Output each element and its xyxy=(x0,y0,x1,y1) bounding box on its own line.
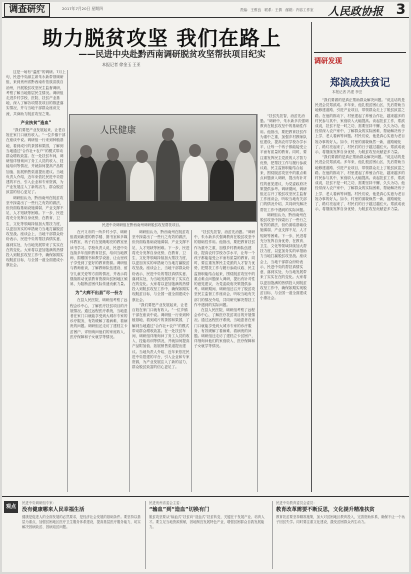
paragraph: 调研组认为，黔西南州在脱贫攻坚中探索出了一些行之有效的做法，但仍面临基础设施薄弱、产业支撑不足、人才短缺等困难。下一步，民进将充分发挥自身优势，在教育、卫生、文化等领域持续加大帮扶力度，以更加务实的举措助力当地打赢脱贫攻坚战。座谈会上，当地干部群众纷纷表示，民进中央的帮扶真情实意、落到实处，为当地发展带来了实实在在的变化。大家将以更加饱满的热情投入到脱贫攻坚工作中，确保如期实现脱贫目标，与全国一道全面建成小康社会。 xyxy=(132,230,190,302)
article-headline: 助力脱贫攻坚 我们在路上 xyxy=(42,26,282,50)
photo-person-head xyxy=(216,148,228,161)
opinion-title: 教育改革需要不断反思，文化提升精准扶贫 xyxy=(276,507,375,513)
column-divider xyxy=(129,230,130,492)
opinion-item xyxy=(276,500,406,572)
paragraph: 调研组认为，黔西南州在脱贫攻坚中探索出了一些行之有效的做法，但仍面临基础设施薄弱、产业支撑不足、人才短缺等困难。下一步，民进将充分发挥自身优势，在教育、卫生、文化等领域持续加大帮扶力度，以更加务实的举措助力当地打赢脱贫攻坚战。座谈会上，当地干部群众纷纷表示，民进中央的帮扶真情实意、落到实处，为当地发展带来了实实在在的变化。大家将以更加饱满的热情投入到脱贫攻坚工作中，确保如期实现脱贫目标，与全国一道全面建成小康社会。 xyxy=(6,195,64,268)
article-byline: 本报记者 徐金玉 王亚 xyxy=(102,62,141,67)
photo-person xyxy=(130,161,154,205)
editor-line: 责编：王维良 联系：王倩 邮箱：内容工作室 xyxy=(240,8,314,12)
column-divider xyxy=(272,501,273,569)
photo-wall-sign: 人民健康 xyxy=(100,126,137,136)
photo-table xyxy=(70,201,257,222)
opinion-title: 没有健康哪来人民幸福生活 xyxy=(22,507,85,513)
article-column-2 xyxy=(70,230,128,492)
opinion-body: 教育扶贫要坚持精准施策，加大对贫困地区教育投入，完善资助体系，确保不让一个孩子因贫失学。同时要注重文化建设，激发贫困群众内生动力。 xyxy=(276,515,405,524)
news-photo xyxy=(69,114,257,222)
sidebar-byline: 本报记者 冯建 李芸 xyxy=(332,90,363,94)
opinion-title: “输血”到“造血”切换有门 xyxy=(149,507,210,513)
article-column-1 xyxy=(6,70,66,492)
opinion-kicker: 民进中央调研组专家： xyxy=(22,501,56,505)
photo-person-head xyxy=(239,140,251,153)
opinion-body: 健康是促进人的全面发展的必然要求，是经济社会发展的基础条件。要坚持以基层为重点，加强贫困地区医疗卫生服务体系建设，提高基层医疗服务能力，切实解决因病致贫、因病返贫问题。 xyxy=(22,515,141,529)
column-divider xyxy=(67,70,68,492)
sidebar-title: 郑滨成扶贫记 xyxy=(330,78,390,89)
section-tag: 调查研究 xyxy=(4,3,50,17)
column-divider xyxy=(191,230,192,492)
sidebar-tag: 调研发现 xyxy=(314,57,342,65)
newspaper-page xyxy=(2,2,409,572)
masthead xyxy=(2,2,409,18)
paragraph: 这是一场有“温度”的调研。7月上旬，民进中央副主席朱永新带领调研组，来到贵州省黔西南布依族苗族自治州，开展脱贫攻坚民主监督调研，考察了解当地基层民生情况。调研组走进乡村学校、医院、扶贫产业基地，深入了解各项帮扶项目的推进落实情况，并与当地干部群众座谈交流，共商助力脱贫攻坚之策。 xyxy=(6,70,66,116)
newspaper-logo: 人民政协报 xyxy=(328,5,383,18)
opinion-strip xyxy=(2,496,409,572)
photo-person xyxy=(234,151,256,205)
photo-person-head xyxy=(162,128,174,141)
article-column-5 xyxy=(260,114,310,492)
opinion-item xyxy=(149,500,269,572)
paragraph: 在县人民医院，调研组考察了远程会诊中心，了解医疗扶贫项目的开展情况。通过远程医疗系统，当地患者在家门口就能享受到大城市专家的诊疗服务，有效缓解了看病难、看病贵的问题。调研组还走访了建档立卡贫困户，详细询问他们的家庭收入、医疗保障和子女就学等情况。 xyxy=(70,298,128,339)
paragraph: 在兴义市的一所乡村小学，调研组看到新建的教学楼、图书室和多媒体教室，孩子们在宽敞明亮的教室里读书学习。学校负责人说，民进中央连续多年组织教育扶贫，培训当地教师，捐赠图书和教学设备，让山里孩子享受到了更好的教育资源。调研组与教师座谈，了解教师队伍建设、留守儿童关爱等方面的情况，并表示将继续推动优质教育资源向贫困地区倾斜，为阻断贫困代际传递贡献力量。 xyxy=(70,230,128,287)
paragraph: “我们要把产业发展起来，让老百姓在家门口就有收入。”一位乡镇干部在座谈中说。调研组一行来到种植基地，看到成片的茶园和果园，了解到当地通过“合作社+农户”的模式带动群众增收致富。在一处扶贫车间，调研组详细询问了务工人员的收入、技能培训等情况，并就如何提高产品附加值、拓展销售渠道提出建议。当地负责人介绍，近年来依托民进中央搭建的平台，引入企业和专家资源，为产业发展注入了新的活力，群众脱贫致富的信心更足了。 xyxy=(6,128,66,195)
photo-person-head xyxy=(136,150,148,163)
photo-person-head xyxy=(80,145,92,158)
photo-person xyxy=(210,159,234,205)
paragraph: 在县人民医院，调研组考察了远程会诊中心，了解医疗扶贫项目的开展情况。通过远程医疗系统，当地患者在家门口就能享受到大城市专家的诊疗服务，有效缓解了看病难、看病贵的问题。调研组还走访了建档立卡贫困户，详细询问他们的家庭收入、医疗保障和子女就学等情况。 xyxy=(194,308,256,349)
opinion-body: 脱贫攻坚要从“输血式”扶贫向“造血式”扶贫转变，关键在于发展产业、培育人才。要立足当地资源禀赋，因地制宜发展特色产业，增强贫困群众自我发展能力。 xyxy=(149,515,265,529)
paragraph: “扶贫先扶智，治贫先治愚。”调研中，朱永新多次强调教育在脱贫攻坚中的基础性作用。他指出，要把教育扶贫作为重中之重，加强乡村教师队伍建设，提高农村学校办学水平，让每一个孩子都能接受公平而有质量的教育。同时，要注重发挥民主党派的人才智力优势，把帮扶工作与履行参政议政、民主监督职能结合起来，围绕脱贫攻坚中的重点难点问题深入调研，提出有针对性的意见建议，为党委政府决策提供参考。调研期间，调研组还召开了脱贫攻坚民主监督工作座谈会，听取当地有关部门的情况介绍，共同研究解决帮扶工作中遇到的实际问题。 xyxy=(194,230,256,307)
sidebar-divider xyxy=(311,22,312,492)
section-subheading: 产业扶贫“造血” xyxy=(20,119,52,125)
article-column-3 xyxy=(132,230,190,492)
page-number: 3 xyxy=(396,2,406,18)
opinion-kicker: 民进贵州省委会主委： xyxy=(149,501,183,505)
section-subheading: 为“大病不出县”尽一份力 xyxy=(75,290,123,296)
opinion-tag: 观点 xyxy=(4,501,18,513)
photo-person xyxy=(74,155,98,205)
photo-person xyxy=(182,155,208,205)
paragraph: “我们要做的是真正帮助群众解决问题。”说这话的是民进会员郑滨成。多年来，他扎根贫困山区，先后帮助当地修建道路、引进产业项目，带领群众走上了脱贫致富之路。在他的推动下，村里建起了养殖合作社，越来越多的村民参与其中，家庭收入大幅提高。谈起扶贫工作，郑滨成说，扶贫不是一时之功，需要坚持不懈，久久为功。他经常深入农户家中，了解群众的实际困难，帮助解决孩子上学、老人看病等问题。村民们说，他是真心实意为老百姓办事的好人。如今，村里的面貌焕然一新，道路硬化了，路灯亮起来了，村民们的日子越过越红火。郑滨成表示，将继续发挥自身优势，为脱贫攻坚贡献更多力量。 xyxy=(315,98,405,155)
sidebar-header xyxy=(314,52,406,72)
paragraph: 调研组认为，黔西南州在脱贫攻坚中探索出了一些行之有效的做法，但仍面临基础设施薄弱、产业支撑不足、人才短缺等困难。下一步，民进将充分发挥自身优势，在教育、卫生、文化等领域持续加大帮扶力度，以更加务实的举措助力当地打赢脱贫攻坚战。座谈会上，当地干部群众纷纷表示，民进中央的帮扶真情实意、落到实处，为当地发展带来了实实在在的变化。大家将以更加饱满的热情投入到脱贫攻坚工作中，确保如期实现脱贫目标，与全国一道全面建成小康社会。 xyxy=(260,212,307,301)
sidebar-body xyxy=(315,98,406,492)
photo-person xyxy=(156,139,180,205)
issue-date: 2017年7月20日 星期四 xyxy=(62,6,103,11)
column-divider xyxy=(145,501,146,569)
article-subhead: ——民进中央赴黔西南调研脱贫攻坚帮扶项目纪实 xyxy=(78,50,266,60)
photo-person xyxy=(100,159,126,205)
article-column-4 xyxy=(194,230,256,492)
column-divider xyxy=(257,114,258,492)
photo-person-head xyxy=(107,148,119,161)
paragraph: “我们要把产业发展起来，让老百姓在家门口就有收入。”一位乡镇干部在座谈中说。调研组一行来到种植基地，看到成片的茶园和果园，了解到当地通过“合作社+农户”的模式带动群众增收致富。在一处扶贫车间，调研组详细询问了务工人员的收入、技能培训等情况，并就如何提高产品附加值、拓展销售渠道提出建议。当地负责人介绍，近年来依托民进中央搭建的平台，引入企业和专家资源，为产业发展注入了新的活力，群众脱贫致富的信心更足了。 xyxy=(132,302,190,370)
opinion-item xyxy=(22,500,142,572)
photo-caption: 民进中央调研组在黔西南州调研脱贫攻坚帮扶项目。 xyxy=(102,223,183,227)
paragraph: “我们要做的是真正帮助群众解决问题。”说这话的是民进会员郑滨成。多年来，他扎根贫困山区，先后帮助当地修建道路、引进产业项目，带领群众走上了脱贫致富之路。在他的推动下，村里建起了养殖合作社，越来越多的村民参与其中，家庭收入大幅提高。谈起扶贫工作，郑滨成说，扶贫不是一时之功，需要坚持不懈，久久为功。他经常深入农户家中，了解群众的实际困难，帮助解决孩子上学、老人看病等问题。村民们说，他是真心实意为老百姓办事的好人。如今，村里的面貌焕然一新，道路硬化了，路灯亮起来了，村民们的日子越过越红火。郑滨成表示，将继续发挥自身优势，为脱贫攻坚贡献更多力量。 xyxy=(315,155,405,212)
photo-person-head xyxy=(189,144,201,157)
opinion-kicker: 民进中央教育委员会委员： xyxy=(276,501,317,505)
paragraph: “扶贫先扶智，治贫先治愚。”调研中，朱永新多次强调教育在脱贫攻坚中的基础性作用。他指出，要把教育扶贫作为重中之重，加强乡村教师队伍建设，提高农村学校办学水平，让每一个孩子都能接受公平而有质量的教育。同时，要注重发挥民主党派的人才智力优势，把帮扶工作与履行参政议政、民主监督职能结合起来，围绕脱贫攻坚中的重点难点问题深入调研，提出有针对性的意见建议，为党委政府决策提供参考。调研期间，调研组还召开了脱贫攻坚民主监督工作座谈会，听取当地有关部门的情况介绍，共同研究解决帮扶工作中遇到的实际问题。 xyxy=(260,114,309,212)
